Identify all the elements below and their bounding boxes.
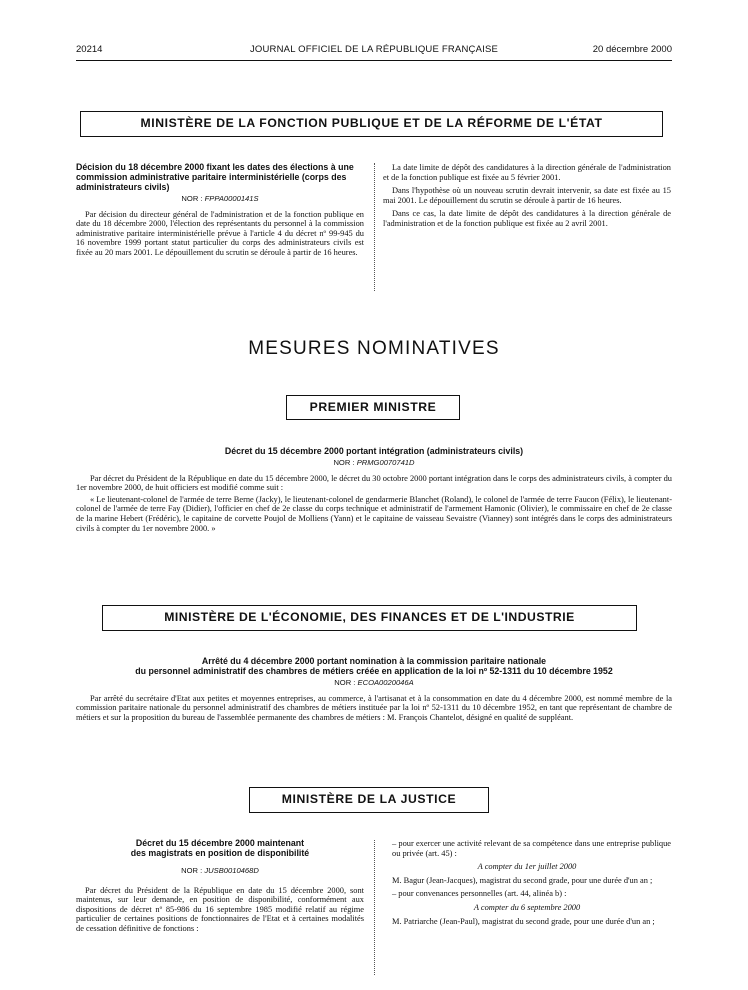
decision-left-column	[76, 162, 364, 262]
issue-date: 20 décembre 2000	[592, 44, 672, 55]
premier-ministre-title: PREMIER MINISTRE	[309, 400, 437, 414]
ministry-fonction-publique-box	[80, 111, 663, 137]
ministry-justice-box	[249, 787, 489, 813]
justice-decree-title-line-2: des magistrats en position de disponibilité	[130, 848, 310, 858]
decision-title: Décision du 18 décembre 2000 fixant les dates des élections à une commission administrative paritaire interministérielle (corps des administrateurs civils)	[76, 162, 354, 192]
ministry-justice-title: MINISTÈRE DE LA JUSTICE	[281, 792, 457, 806]
decree-integration-paragraph-2: « Le lieutenant-colonel de l'armée de terre Berne (Jacky), le lieutenant-colonel de gendarmerie Blanchet (Roland), le colonel de l'armée de terre Faucon (Félix), le lieutenant-colonel de l'armée de terre Fay (Didier), l'officier en chef de 2e classe du corps technique et administratif de l'armement Hamonic (Olivier), le commissaire en chef de 2e classe de la marine Hebert (Frédéric), le capitaine de corvette Poujol de Molliens (Yann) et le capitaine de vaisseau Sevaistre (Vianney) sont intégrés dans le corps des administrateurs civils à compter du 1er novembre 2000. »	[76, 494, 672, 533]
arrete-title-line-2: du personnel administratif des chambres de métiers créée en application de la loi nº 52-1311 du 10 décembre 1952	[135, 666, 613, 676]
decision-right-column	[383, 163, 671, 233]
justice-bullet-2: – pour convenances personnelles (art. 44, alinéa b) :	[392, 889, 567, 899]
premier-ministre-box	[286, 395, 460, 420]
justice-person-1: M. Bagur (Jean-Jacques), magistrat du second grade, pour une durée d'un an ;	[392, 875, 653, 885]
decision-paragraph-3: Dans l'hypothèse où un nouveau scrutin devrait intervenir, sa date est fixée au 15 mai 2001. Le dépouillement du scrutin se déroule à partir de 16 heures.	[383, 186, 671, 205]
decree-integration-paragraph-1: Par décret du Président de la République en date du 15 décembre 2000, le décret du 30 octobre 2000 portant intégration dans le corps des administrateurs civils, à compter du 1er novembre 2000, de huit officiers est modifié comme suit :	[76, 473, 672, 493]
ministry-economie-box	[102, 605, 637, 631]
page-number: 20214	[76, 44, 103, 55]
nor-label: NOR :	[334, 678, 356, 687]
nor-code: JUSB0010468D	[204, 866, 259, 875]
decree-integration	[76, 446, 672, 535]
decree-integration-title: Décret du 15 décembre 2000 portant intégration (administrateurs civils)	[224, 446, 524, 456]
arrete-nomination	[76, 656, 672, 724]
decision-paragraph-4: Dans ce cas, la date limite de dépôt des candidatures à la direction générale de l'administration et de la fonction publique est fixée au 2 avril 2001.	[383, 209, 671, 228]
nor-label: NOR :	[181, 866, 203, 875]
arrete-paragraph: Par arrêté du secrétaire d'Etat aux petites et moyennes entreprises, au commerce, à l'artisanat et à la consommation en date du 4 décembre 2000, est nommé membre de la commission paritaire nationale du personnel administratif des chambres de métiers instituée par la loi nº 52-1311 du 10 décembre 1952, en tant que représentant de chambre de métiers et sur la proposition du bureau de l'assemblée permanente des chambres de métiers : M. François Chantelot, désigné en qualité de suppléant.	[76, 693, 672, 722]
justice-date-2: A compter du 6 septembre 2000	[473, 902, 581, 912]
header-rule	[76, 60, 672, 61]
column-divider	[374, 840, 375, 975]
section-title: MESURES NOMINATIVES	[248, 338, 500, 359]
arrete-nor	[76, 678, 672, 688]
decision-paragraph-1: Par décision du directeur général de l'administration et de la fonction publique en date du 18 décembre 2000, l'élection des représentants du personnel à la commission administrative paritaire interministérielle prévue à l'article 4 du décret nº 99-945 du 16 novembre 1999 portant statut particulier du corps des administrateurs civils est fixée au 20 mars 2001. Le dépouillement du scrutin se déroule à partir de 16 heures.	[76, 209, 364, 257]
decision-nor	[76, 194, 364, 204]
nor-code: PRMG0070741D	[356, 458, 415, 467]
justice-right-column	[383, 839, 671, 930]
decree-integration-nor	[76, 458, 672, 468]
nor-label: NOR :	[181, 194, 203, 203]
justice-decree-title-line-1: Décret du 15 décembre 2000 maintenant	[135, 838, 305, 848]
decision-paragraph-2: La date limite de dépôt des candidatures à la direction générale de l'administration et de la fonction publique est fixée au 5 février 2001.	[383, 163, 671, 182]
ministry-fonction-publique-title: MINISTÈRE DE LA FONCTION PUBLIQUE ET DE LA RÉFORME DE L'ÉTAT	[140, 116, 603, 130]
justice-bullet-1: – pour exercer une activité relevant de sa compétence dans une entreprise publique ou privée (art. 45) :	[392, 839, 671, 858]
ministry-economie-title: MINISTÈRE DE L'ÉCONOMIE, DES FINANCES ET DE L'INDUSTRIE	[164, 610, 575, 624]
justice-decree-intro: Par décret du Président de la République en date du 15 décembre 2000, sont maintenus, sur leur demande, en position de disponibilité, conformément aux dispositions de décret nº 85-986 du 16 septembre 1985 modifié relatif au régime particulier de certaines positions de fonctionnaires de l'Etat et à certaines modalités de cessation définitive de fonctions :	[76, 885, 364, 933]
justice-left-column	[76, 838, 364, 938]
arrete-title-line-1: Arrêté du 4 décembre 2000 portant nomination à la commission paritaire nationale	[201, 656, 547, 666]
justice-decree-nor	[76, 866, 364, 876]
column-divider	[374, 163, 375, 291]
journal-title: JOURNAL OFFICIEL DE LA RÉPUBLIQUE FRANÇAISE	[249, 44, 499, 55]
justice-person-2: M. Patriarche (Jean-Paul), magistrat du second grade, pour une durée d'un an ;	[392, 916, 655, 926]
nor-code: ECOA0020046A	[357, 678, 414, 687]
nor-code: FPPA0000141S	[204, 194, 259, 203]
nor-label: NOR :	[333, 458, 355, 467]
justice-date-1: A compter du 1er juillet 2000	[477, 862, 577, 872]
page-header	[76, 44, 672, 58]
